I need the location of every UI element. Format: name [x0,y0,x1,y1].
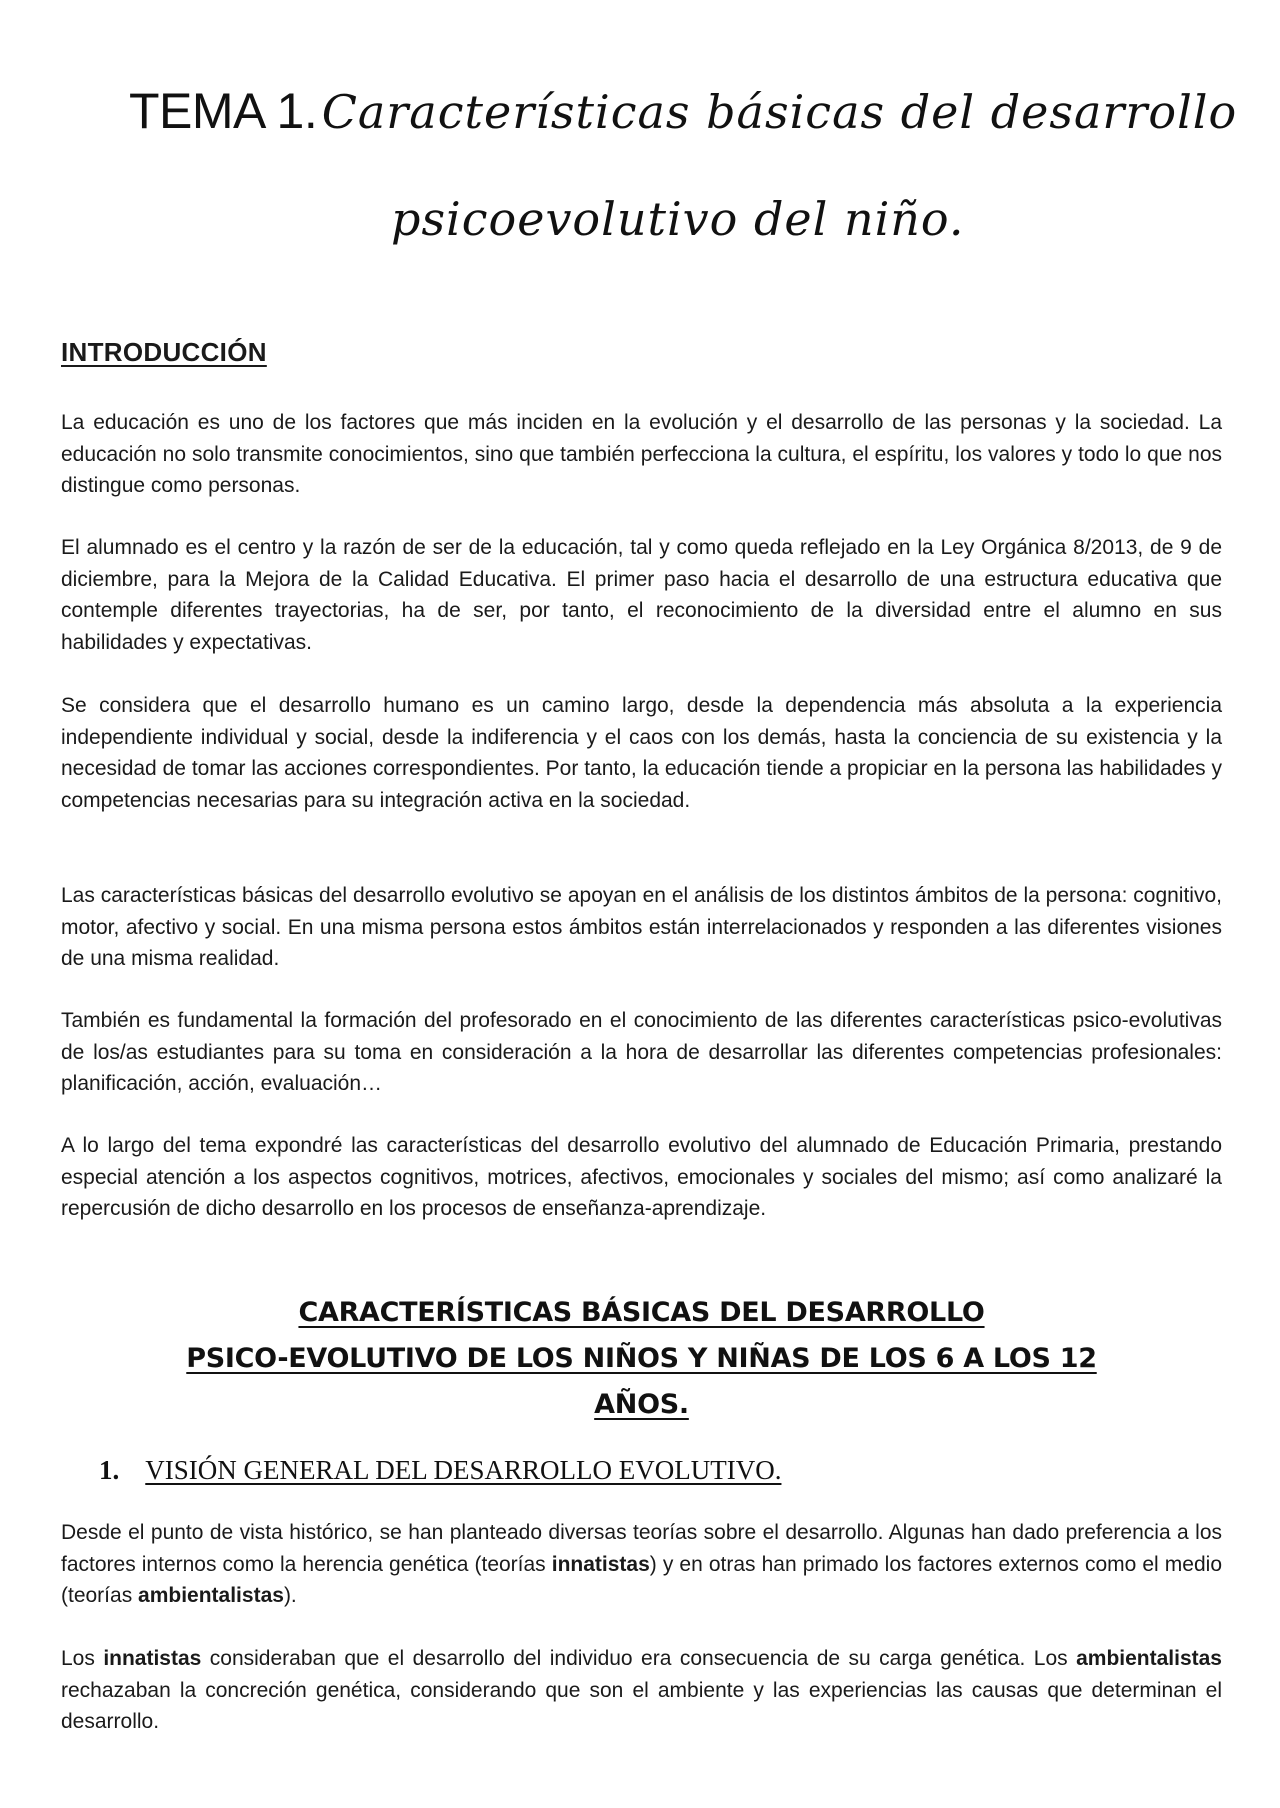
title-line-1 [129,82,1237,140]
title-prefix: TEMA 1. [129,83,318,139]
bold-term-ambientalistas: ambientalistas [138,1584,284,1607]
subsection-number: 1. [99,1455,120,1485]
text-run: consideraban que el desarrollo del individuo era consecuencia de su carga genética. Los [201,1647,1077,1670]
intro-paragraph-2: El alumnado es el centro y la razón de ser de la educación, tal y como queda reflejado en la Ley Orgánica 8/2013, de 9 de diciembre, para la Mejora de la Calidad Educativa. El primer paso hacia el desarrollo de una estructura educativa que contemple diferentes trayectorias, ha de ser, por tanto, el reconocimiento de la diversidad entre el alumno en sus habilidades y expectativas. [61,536,1222,654]
bold-term-ambientalistas: ambientalistas [1076,1647,1222,1670]
subsection-heading [99,1455,781,1486]
section-heading-line-3: AÑOS. [594,1389,689,1420]
text-run: rechazaban la concreción genética, considerando que son el ambiente y las experiencias las causas que determinan el desarrollo. [61,1678,1222,1733]
section-heading [61,1290,1222,1428]
intro-paragraph-4: Las características básicas del desarrollo evolutivo se apoyan en el análisis de los distintos ámbitos de la persona: cognitivo, motor, afectivo y social. En una misma persona estos ámbitos están interrelacionados y responden a las diferentes visiones de una misma realidad. [61,884,1222,970]
intro-paragraph-3: Se considera que el desarrollo humano es un camino largo, desde la dependencia más absoluta a la experiencia independiente individual y social, desde la indiferencia y el caos con los demás, hasta la conciencia de su existencia y la necesidad de tomar las acciones correspondientes. Por tanto, la educación tiende a propiciar en la persona las habilidades y competencias necesarias para su integración activa en la sociedad. [61,694,1222,812]
document-title [61,82,1238,282]
title-script-line-2: psicoevolutivo del niño. [391,192,965,246]
text-run: Los [61,1647,104,1670]
text-run: Desde el punto de vista histórico, se han planteado diversas teorías sobre el desarrollo. Algunas han dado preferencia a los factores internos como la herencia genética (teorías [61,1521,1222,1576]
intro-paragraph-5: También es fundamental la formación del profesorado en el conocimiento de las diferentes características psico-evolutivas de los/as estudiantes para su toma en consideración a la hora de desarrollar las diferentes competencias profesionales: planificación, acción, evaluación… [61,1009,1222,1095]
section-heading-line-1: CARACTERÍSTICAS BÁSICAS DEL DESARROLLO [298,1297,985,1328]
section-heading-line-2: PSICO-EVOLUTIVO DE LOS NIÑOS Y NIÑAS DE LOS 6 A LOS 12 [186,1343,1097,1374]
bold-term-innatistas: innatistas [103,1647,202,1670]
title-script-line-1: Características básicas del desarrollo [321,85,1238,139]
title-line-2 [391,192,964,246]
bold-term-innatistas: innatistas [551,1552,650,1576]
intro-paragraph-1: La educación es uno de los factores que más inciden en la evolución y el desarrollo de las personas y la sociedad. La educación no solo transmite conocimientos, sino que también perfecciona la cultura, el espíritu, los valores y todo lo que nos distingue como personas. [61,411,1222,497]
text-run: ). [283,1584,297,1607]
text-run: ) y en otras han primado los factores externos como el medio (teorías [61,1552,1222,1607]
subsection-title: VISIÓN GENERAL DEL DESARROLLO EVOLUTIVO. [145,1455,782,1485]
intro-paragraph-6: A lo largo del tema expondré las características del desarrollo evolutivo del alumnado de Educación Primaria, prestando especial atención a los aspectos cognitivos, motrices, afectivos, emocionales y sociales del mismo; así como analizaré la repercusión de dicho desarrollo en los procesos de enseñanza-aprendizaje. [61,1134,1222,1220]
intro-heading: INTRODUCCIÓN [61,337,267,367]
subsection-paragraph-2 [61,1643,1222,1738]
subsection-paragraph-1 [61,1517,1222,1612]
